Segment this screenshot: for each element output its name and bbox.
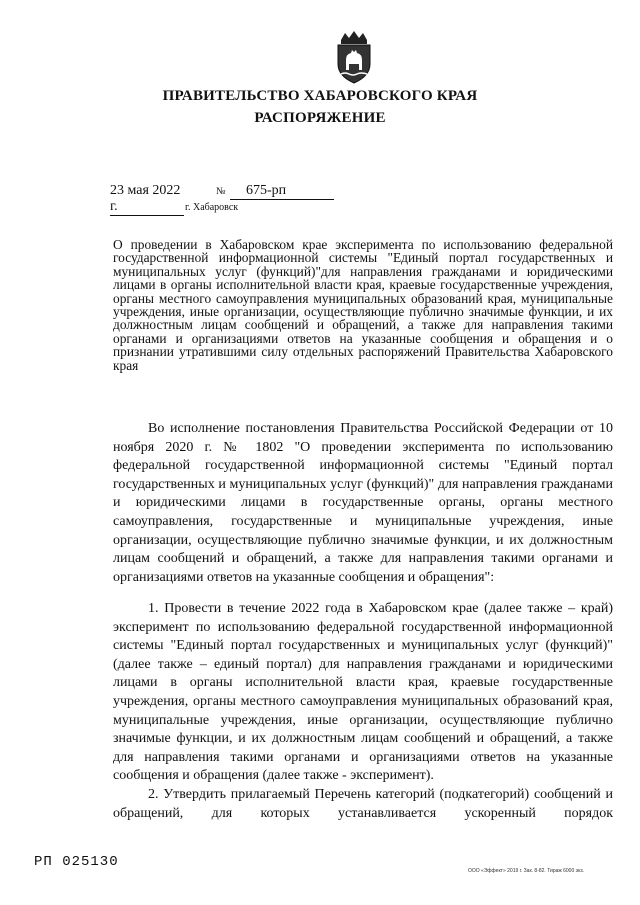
form-serial-number: РП 025130 [34, 854, 119, 870]
number-sign: № [216, 186, 226, 197]
preamble-paragraph: Во исполнение постановления Правительства Российской Федерации от 10 ноября 2020 г. № 1802 "О проведении эксперимента по использованию федеральной государственной информационной системы "Единый портал государственных и муниципальных услуг (функций)" для направления гражданами и юридическими лицами в государственные органы, органы местного самоуправления, государственные и муниципальные учреждения, иные организации, осуществляющие публично значимые функции, и их должностным лицам сообщений и обращений, а также для направления такими органами и организациями ответов на указанные сообщения и обращения": [113, 421, 613, 585]
document-city: г. Хабаровск [185, 202, 239, 213]
clause-2: 2. Утвердить прилагаемый Перечень категорий (подкатегорий) сообщений и обращений, для которых устанавливается ускоренный порядок [113, 787, 613, 821]
document-date: 23 мая 2022 г. [110, 183, 184, 216]
document-type: РАСПОРЯЖЕНИЕ [254, 110, 386, 126]
document-number: 675-рп [230, 183, 334, 200]
clause-1: 1. Провести в течение 2022 года в Хабаровском крае (далее также – край) эксперимент по использованию федеральной государственной информационной системы "Единый портал государственных и муниципальных услуг (функций)" (далее также – единый портал) для направления гражданами и юридическими лицами в органы исполнительной власти края, краевые государственные учреждения, органы местного самоуправления муниципальных образований края, муниципальные учреждения, иные организации, осуществляющие публично значимые функции, и их должностным лицам сообщений и обращений, а также для направления такими органами и организациями ответов на указанные сообщения и обращения (далее также - эксперимент). [113, 601, 613, 784]
document-subject: О проведении в Хабаровском крае эксперимента по использованию федеральной государственной информационной системы "Единый портал государственных и муниципальных услуг (функций)"для направления гражданами и юридическими лицами в органы исполнительной власти края, краевые государственные учреждения, органы местного самоуправления муниципальных образований края, муниципальные учреждения, иные организации, осуществляющие публично значимые функции, и их должностным лицам сообщений и обращений, а также для направления такими органами и организациями ответов на указанные сообщения и обращения и о признании утратившими силу отдельных распоряжений Правительства Хабаровского края [113, 237, 613, 373]
printing-info: ООО «Эффект» 2019 г. Зак. 8-82. Тираж 6000 экз. [468, 868, 585, 874]
organization-name: ПРАВИТЕЛЬСТВО ХАБАРОВСКОГО КРАЯ [162, 88, 478, 104]
coat-of-arms-icon [333, 30, 375, 84]
